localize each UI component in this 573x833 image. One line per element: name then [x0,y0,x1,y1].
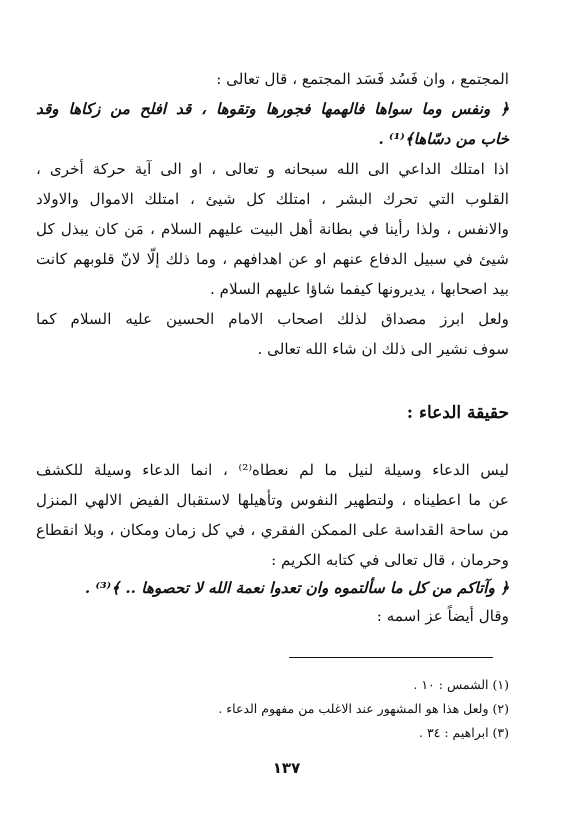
body-line: والانفس ، ولذا رأينا في بطانة أهل البيت عليهم السلام ، مَن كان يبذل كل [36,220,509,238]
quran-verse-line: ﴿ وآتاكم من كل ما سألتموه وان تعدوا نعمة الله لا تحصوها .. ﴾⁽³⁾ . [84,579,509,597]
body-line: ولعل ابرز مصداق لذلك اصحاب الامام الحسين عليه السلام كما [36,310,509,328]
quran-verse-line: خاب من دسّاها﴾⁽¹⁾ . [378,130,509,148]
body-line: اذا امتلك الداعي الى الله سبحانه و تعالى ، او الى آية حركة أخرى ، [36,160,509,178]
body-line: بيد اصحابها ، يديرونها كيفما شاؤا عليهم السلام . [210,280,509,298]
body-line: وقال أيضاً عز اسمه : [376,607,509,625]
body-line: القلوب التي تحرك البشر ، امتلك كل شيئ ، امتلك الاموال والاولاد [36,190,509,208]
footnote: (٢) ولعل هذا هو المشهور عند الاغلب من مفهوم الدعاء . [218,701,509,716]
body-line: المجتمع ، وان فَسُد فَسَد المجتمع ، قال تعالى : [216,70,509,88]
quran-verse-line: ﴿ ونفس وما سواها فالهمها فجورها وتقوها ، قد افلح من زكاها وقد [36,100,509,118]
page-number: ١٣٧ [272,759,301,777]
body-line: سوف نشير الى ذلك ان شاء الله تعالى . [257,340,509,358]
section-heading: حقيقة الدعاء : [406,403,509,423]
body-line: من ساحة القداسة على الممكن الفقري ، في كل زمان ومكان ، وبلا انقطاع [36,521,509,539]
body-line: وحرمان ، قال تعالى في كتابه الكريم : [271,551,509,569]
footnote: (١) الشمس : ١٠ . [413,677,509,692]
footnote-separator [289,657,493,658]
body-line: عن ما اعطيناه ، ولتطهير النفوس وتأهيلها لاستقبال الفيض الالهي المنزل [36,491,509,509]
body-line: شيئ في سبيل الدفاع عنهم او عن اهدافهم ، وما ذلك إلّا لانّ قلوبهم كانت [36,250,509,268]
footnote: (٣) ابراهيم : ٣٤ . [418,725,509,740]
body-line: ليس الدعاء وسيلة لنيل ما لم نعطاه⁽²⁾ ، انما الدعاء وسيلة للكشف [36,461,510,479]
